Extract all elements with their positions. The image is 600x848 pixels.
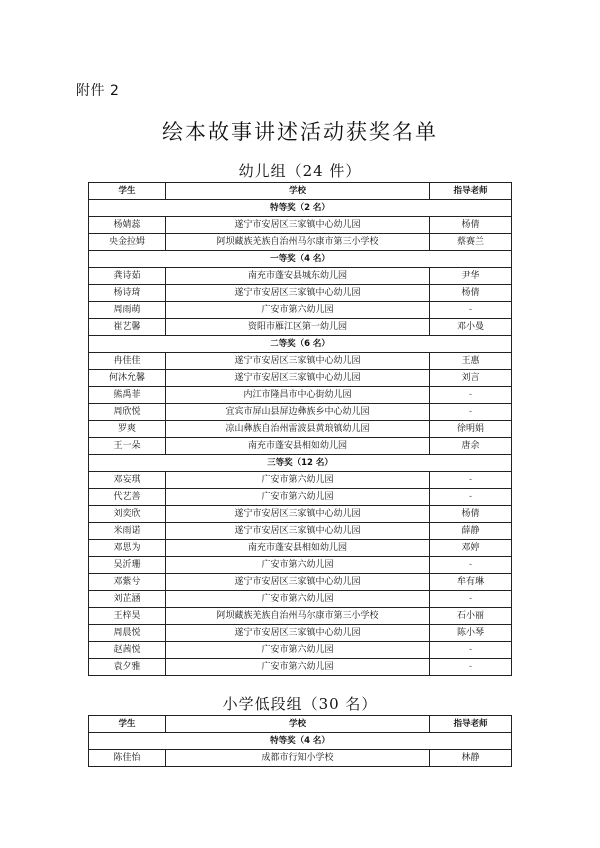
- award-section-row: [89, 733, 512, 750]
- table-row: [89, 574, 512, 591]
- school-name: 遂宁市安居区三家镇中心幼儿园: [166, 353, 430, 370]
- teacher-name: -: [430, 642, 512, 659]
- teacher-name: -: [430, 404, 512, 421]
- teacher-name: 刘言: [430, 370, 512, 387]
- group-title-kindergarten: 幼儿组（24 件）: [238, 162, 362, 180]
- teacher-name: -: [430, 302, 512, 319]
- table-row: [89, 591, 512, 608]
- table-row: [89, 319, 512, 336]
- table-row: [89, 421, 512, 438]
- student-name: 熊禹菲: [89, 387, 166, 404]
- header-teacher: 指导老师: [430, 716, 512, 733]
- table-row: [89, 557, 512, 574]
- group-title-primary-lower: 小学低段组（30 名）: [222, 695, 378, 713]
- table-row: [89, 387, 512, 404]
- table-row: [89, 234, 512, 251]
- student-name: 杨婧蕊: [89, 217, 166, 234]
- student-name: 王梓昊: [89, 608, 166, 625]
- table-header-row: [89, 716, 512, 733]
- award-section-label: 一等奖（4 名）: [89, 251, 512, 268]
- award-section-label: 三等奖（12 名）: [89, 455, 512, 472]
- school-name: 遂宁市安居区三家镇中心幼儿园: [166, 574, 430, 591]
- table-row: [89, 642, 512, 659]
- teacher-name: -: [430, 489, 512, 506]
- school-name: 遂宁市安居区三家镇中心幼儿园: [166, 285, 430, 302]
- header-school: 学校: [166, 716, 430, 733]
- table-row: [89, 506, 512, 523]
- school-name: 阿坝藏族羌族自治州马尔康市第三小学校: [166, 608, 430, 625]
- awards-table-kindergarten: [88, 182, 512, 676]
- header-student: 学生: [89, 716, 166, 733]
- school-name: 南充市蓬安县相如幼儿园: [166, 438, 430, 455]
- school-name: 凉山彝族自治州雷波县黄琅镇幼儿园: [166, 421, 430, 438]
- school-name: 南充市蓬安县相如幼儿园: [166, 540, 430, 557]
- teacher-name: -: [430, 472, 512, 489]
- table-row: [89, 268, 512, 285]
- school-name: 遂宁市安居区三家镇中心幼儿园: [166, 506, 430, 523]
- table-row: [89, 489, 512, 506]
- school-name: 遂宁市安居区三家镇中心幼儿园: [166, 370, 430, 387]
- table-row: [89, 302, 512, 319]
- document-title: 绘本故事讲述活动获奖名单: [162, 120, 438, 144]
- award-section-row: [89, 200, 512, 217]
- school-name: 遂宁市安居区三家镇中心幼儿园: [166, 625, 430, 642]
- table-row: [89, 540, 512, 557]
- table-row: [89, 472, 512, 489]
- header-school: 学校: [166, 183, 430, 200]
- school-name: 广安市第六幼儿园: [166, 659, 430, 676]
- student-name: 刘奕欣: [89, 506, 166, 523]
- table-row: [89, 523, 512, 540]
- teacher-name: 唐余: [430, 438, 512, 455]
- school-name: 广安市第六幼儿园: [166, 489, 430, 506]
- student-name: 邓思为: [89, 540, 166, 557]
- school-name: 遂宁市安居区三家镇中心幼儿园: [166, 217, 430, 234]
- student-name: 吴沂珊: [89, 557, 166, 574]
- school-name: 遂宁市安居区三家镇中心幼儿园: [166, 523, 430, 540]
- teacher-name: 邓婷: [430, 540, 512, 557]
- teacher-name: -: [430, 659, 512, 676]
- student-name: 米雨诺: [89, 523, 166, 540]
- teacher-name: 王惠: [430, 353, 512, 370]
- teacher-name: -: [430, 557, 512, 574]
- student-name: 周雨萌: [89, 302, 166, 319]
- award-section-row: [89, 455, 512, 472]
- school-name: 广安市第六幼儿园: [166, 557, 430, 574]
- student-name: 周晨悦: [89, 625, 166, 642]
- school-name: 阿坝藏族羌族自治州马尔康市第三小学校: [166, 234, 430, 251]
- student-name: 冉佳佳: [89, 353, 166, 370]
- header-teacher: 指导老师: [430, 183, 512, 200]
- student-name: 龚诗茹: [89, 268, 166, 285]
- table-row: [89, 353, 512, 370]
- awards-table-primary-lower: [88, 715, 512, 767]
- student-name: 刘芷涵: [89, 591, 166, 608]
- teacher-name: 陈小琴: [430, 625, 512, 642]
- student-name: 袁夕雅: [89, 659, 166, 676]
- table-row: [89, 750, 512, 767]
- award-section-row: [89, 251, 512, 268]
- table-header-row: [89, 183, 512, 200]
- student-name: 崔艺馨: [89, 319, 166, 336]
- teacher-name: 薛静: [430, 523, 512, 540]
- student-name: 陈佳怡: [89, 750, 166, 767]
- teacher-name: 邓小曼: [430, 319, 512, 336]
- table-row: [89, 625, 512, 642]
- school-name: 成都市行知小学校: [166, 750, 430, 767]
- student-name: 代艺善: [89, 489, 166, 506]
- teacher-name: 尹华: [430, 268, 512, 285]
- header-student: 学生: [89, 183, 166, 200]
- table-row: [89, 608, 512, 625]
- teacher-name: 蔡赛兰: [430, 234, 512, 251]
- teacher-name: 杨倩: [430, 506, 512, 523]
- teacher-name: 杨倩: [430, 217, 512, 234]
- school-name: 南充市蓬安县城东幼儿园: [166, 268, 430, 285]
- teacher-name: -: [430, 591, 512, 608]
- table-row: [89, 659, 512, 676]
- school-name: 广安市第六幼儿园: [166, 472, 430, 489]
- school-name: 广安市第六幼儿园: [166, 642, 430, 659]
- award-section-label: 特等奖（2 名）: [89, 200, 512, 217]
- teacher-name: 杨倩: [430, 285, 512, 302]
- teacher-name: 林静: [430, 750, 512, 767]
- school-name: 内江市隆昌市中心街幼儿园: [166, 387, 430, 404]
- teacher-name: -: [430, 387, 512, 404]
- attachment-label: 附件 2: [76, 83, 120, 99]
- teacher-name: 徐明娟: [430, 421, 512, 438]
- student-name: 央金拉姆: [89, 234, 166, 251]
- student-name: 杨诗琦: [89, 285, 166, 302]
- student-name: 王一朵: [89, 438, 166, 455]
- table-row: [89, 217, 512, 234]
- award-section-row: [89, 336, 512, 353]
- school-name: 广安市第六幼儿园: [166, 302, 430, 319]
- school-name: 资阳市雁江区第一幼儿园: [166, 319, 430, 336]
- student-name: 邓紫兮: [89, 574, 166, 591]
- table-row: [89, 404, 512, 421]
- school-name: 宜宾市屏山县屏边彝族乡中心幼儿园: [166, 404, 430, 421]
- student-name: 周欣悦: [89, 404, 166, 421]
- award-section-label: 二等奖（6 名）: [89, 336, 512, 353]
- table-row: [89, 370, 512, 387]
- teacher-name: 牟有琳: [430, 574, 512, 591]
- student-name: 何沐允馨: [89, 370, 166, 387]
- student-name: 罗爽: [89, 421, 166, 438]
- student-name: 邓妄琪: [89, 472, 166, 489]
- school-name: 广安市第六幼儿园: [166, 591, 430, 608]
- table-row: [89, 285, 512, 302]
- teacher-name: 石小丽: [430, 608, 512, 625]
- award-section-label: 特等奖（4 名）: [89, 733, 512, 750]
- student-name: 赵茜悦: [89, 642, 166, 659]
- table-row: [89, 438, 512, 455]
